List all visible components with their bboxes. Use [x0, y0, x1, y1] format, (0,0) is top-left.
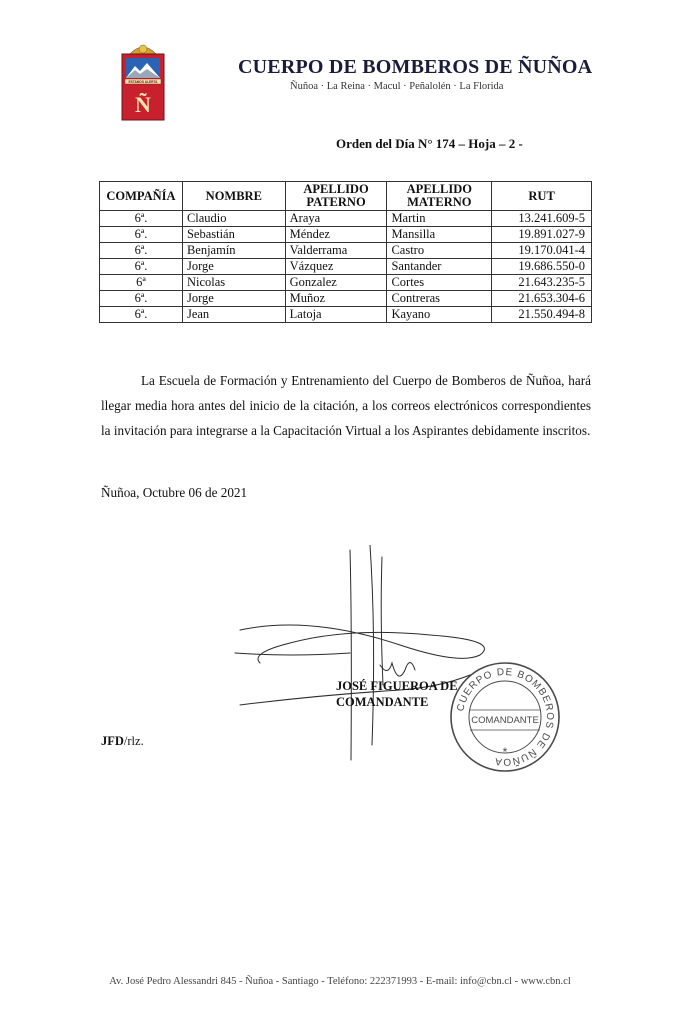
stamp-center-text: COMANDANTE	[471, 715, 539, 726]
stamp-ring-text: CUERPO DE BOMBEROS DE ÑUÑOA	[455, 666, 556, 768]
header-apellido-paterno	[285, 182, 387, 211]
table-row	[100, 291, 592, 307]
header-paterno-line1: APELLIDO	[303, 182, 369, 196]
cell-nombre: Jorge	[182, 291, 285, 307]
cell-nombre: Sebastián	[182, 227, 285, 243]
table-row	[100, 211, 592, 227]
header-compania: COMPAÑÍA	[100, 182, 183, 211]
stamp-star-icon: *	[502, 745, 508, 759]
cell-materno: Cortes	[387, 275, 492, 291]
cell-paterno: Muñoz	[285, 291, 387, 307]
cell-nombre: Nicolas	[182, 275, 285, 291]
cell-compania: 6ª.	[100, 291, 183, 307]
cell-paterno: Araya	[285, 211, 387, 227]
cell-rut: 19.170.041-4	[492, 243, 592, 259]
cell-rut: 13.241.609-5	[492, 211, 592, 227]
reference-initials	[101, 734, 144, 749]
initials-typist: /rlz.	[123, 734, 144, 748]
cell-materno: Santander	[387, 259, 492, 275]
cell-rut: 19.686.550-0	[492, 259, 592, 275]
cell-nombre: Claudio	[182, 211, 285, 227]
cell-paterno: Latoja	[285, 307, 387, 323]
table-header-row	[100, 182, 592, 211]
crest-logo	[120, 38, 166, 122]
crest-motto: ESTAMOS ALERTA	[128, 80, 158, 84]
table-row	[100, 275, 592, 291]
cell-rut: 21.653.304-6	[492, 291, 592, 307]
cell-materno: Mansilla	[387, 227, 492, 243]
cell-compania: 6ª.	[100, 259, 183, 275]
cell-rut: 19.891.027-9	[492, 227, 592, 243]
cell-paterno: Méndez	[285, 227, 387, 243]
official-stamp	[448, 660, 562, 774]
signatory-name: JOSÉ FIGUEROA DE	[336, 679, 458, 693]
order-of-day-heading: Orden del Día N° 174 – Hoja – 2 -	[336, 136, 523, 151]
cell-materno: Kayano	[387, 307, 492, 323]
signatory-title: COMANDANTE	[336, 695, 429, 709]
crest-sun-icon	[130, 45, 156, 54]
table-row	[100, 307, 592, 323]
cell-compania: 6ª.	[100, 227, 183, 243]
header-materno-line1: APELLIDO	[406, 182, 472, 196]
cell-compania: 6ª.	[100, 211, 183, 227]
crest-letter: Ñ	[135, 92, 151, 117]
cell-nombre: Jorge	[182, 259, 285, 275]
cell-paterno: Vázquez	[285, 259, 387, 275]
table-row	[100, 243, 592, 259]
body-paragraph: La Escuela de Formación y Entrenamiento del Cuerpo de Bomberos de Ñuñoa, hará llegar media hora antes del inicio de la citación, a los correos electrónicos correspondientes la invitación para integrarse a la Capacitación Virtual a los Aspirantes debidamente inscritos.	[101, 373, 591, 438]
cell-compania: 6ª	[100, 275, 183, 291]
header-materno-line2: MATERNO	[407, 195, 472, 209]
cell-compania: 6ª.	[100, 307, 183, 323]
organization-communes: Ñuñoa · La Reina · Macul · Peñalolén · La Florida	[290, 81, 504, 92]
table-row	[100, 259, 592, 275]
aspirants-table	[99, 181, 592, 323]
header-rut: RUT	[492, 182, 592, 211]
cell-rut: 21.550.494-8	[492, 307, 592, 323]
cell-paterno: Gonzalez	[285, 275, 387, 291]
footer-contact-line: Av. José Pedro Alessandri 845 - Ñuñoa - Santiago - Teléfono: 222371993 - E-mail: info@cbn.cl - www.cbn.cl	[109, 976, 571, 987]
cell-rut: 21.643.235-5	[492, 275, 592, 291]
cell-materno: Contreras	[387, 291, 492, 307]
cell-nombre: Benjamín	[182, 243, 285, 259]
date-line: Ñuñoa, Octubre 06 de 2021	[101, 485, 248, 500]
table-row	[100, 227, 592, 243]
header-paterno-line2: PATERNO	[306, 195, 366, 209]
cell-nombre: Jean	[182, 307, 285, 323]
cell-paterno: Valderrama	[285, 243, 387, 259]
organization-title: CUERPO DE BOMBEROS DE ÑUÑOA	[238, 56, 593, 78]
cell-materno: Castro	[387, 243, 492, 259]
initials-author: JFD	[101, 734, 124, 748]
cell-materno: Martin	[387, 211, 492, 227]
header-apellido-materno	[387, 182, 492, 211]
header-nombre: NOMBRE	[182, 182, 285, 211]
cell-compania: 6ª.	[100, 243, 183, 259]
